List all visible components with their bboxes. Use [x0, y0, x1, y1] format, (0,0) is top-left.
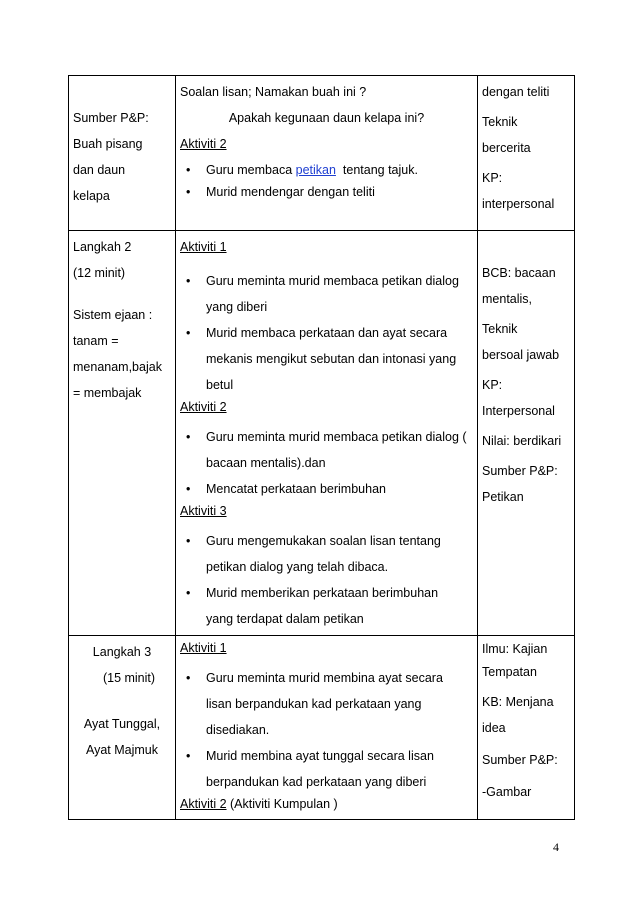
cell-text: Interpersonal: [482, 404, 555, 418]
activity-heading: Aktiviti 3: [180, 504, 227, 518]
cell-text: Petikan: [482, 490, 524, 504]
notes-cell: [478, 636, 575, 820]
activity-cell: [176, 231, 478, 636]
cell-text: mentalis,: [482, 292, 533, 306]
cell-text: tanam =: [73, 334, 119, 348]
activity-heading: Aktiviti 1: [180, 240, 227, 254]
cell-text: Buah pisang: [73, 137, 143, 151]
cell-text: Teknik: [482, 115, 518, 129]
cell-text: Sistem ejaan :: [73, 308, 153, 322]
cell-text: (15 minit): [102, 671, 156, 685]
table-row: [69, 636, 575, 820]
cell-text: Apakah kegunaan daun kelapa ini?: [228, 111, 425, 125]
cell-text: (12 minit): [73, 266, 126, 280]
cell-text: Langkah 2: [73, 240, 132, 254]
list-item: • Murid mendengar dengan teliti: [186, 185, 375, 199]
activity-heading: Aktiviti 1: [180, 641, 227, 655]
activity-cell: [176, 76, 478, 231]
bullet-list: [180, 528, 473, 632]
step-cell: [69, 76, 176, 231]
cell-text: Sumber P&P:: [482, 464, 558, 478]
bullet-list: [180, 424, 473, 502]
cell-text: KP:: [482, 171, 503, 185]
activity-cell: [176, 636, 478, 820]
bullet-list: [180, 157, 473, 201]
activity-heading: Aktiviti 2: [180, 137, 227, 151]
cell-text: menanam,bajak: [73, 360, 162, 374]
cell-text: Ilmu: Kajian: [482, 642, 548, 656]
activity-heading: Aktiviti 2 (Aktiviti Kumpulan ): [180, 797, 338, 811]
list-item: • Murid memberikan perkataan berimbuhan yang terdapat dalam petikan: [186, 586, 439, 626]
cell-text: Sumber P&P:: [73, 111, 149, 125]
cell-text: KB: Menjana: [482, 695, 554, 709]
cell-text: BCB: bacaan: [482, 266, 556, 280]
cell-text: Teknik: [482, 322, 518, 336]
list-item: • Guru meminta murid membina ayat secara lisan berpandukan kad perkataan yang disediakan.: [186, 671, 443, 737]
list-item: • Guru mengemukakan soalan lisan tentang petikan dialog yang telah dibaca.: [186, 534, 441, 574]
table-row: [69, 76, 575, 231]
table-row: [69, 231, 575, 636]
cell-text: Ayat Tunggal,: [83, 717, 161, 731]
lesson-plan-table: [68, 75, 575, 820]
bullet-list: [180, 665, 473, 795]
petikan-link[interactable]: petikan: [295, 163, 336, 177]
list-item: • Guru meminta murid membaca petikan dialog yang diberi: [186, 274, 459, 314]
cell-text: interpersonal: [482, 197, 555, 211]
cell-text: Sumber P&P:: [482, 753, 558, 767]
cell-text: Tempatan: [482, 665, 537, 679]
list-item: • Guru membaca petikan tentang tajuk.: [186, 163, 418, 177]
list-item: • Mencatat perkataan berimbuhan: [186, 482, 386, 496]
cell-text: dengan teliti: [482, 85, 550, 99]
cell-text: Nilai: berdikari: [482, 434, 562, 448]
cell-text: kelapa: [73, 189, 110, 203]
cell-text: bersoal jawab: [482, 348, 560, 362]
activity-heading: Aktiviti 2: [180, 400, 227, 414]
cell-text: KP:: [482, 378, 503, 392]
cell-text: -Gambar: [482, 785, 532, 799]
step-cell: [69, 636, 176, 820]
cell-text: Ayat Majmuk: [85, 743, 158, 757]
step-cell: [69, 231, 176, 636]
bullet-list: [180, 268, 473, 398]
cell-text: bercerita: [482, 141, 531, 155]
cell-text: Soalan lisan; Namakan buah ini ?: [180, 85, 367, 99]
notes-cell: [478, 76, 575, 231]
page-number: 4: [553, 840, 559, 854]
list-item: • Murid membina ayat tunggal secara lisan berpandukan kad perkataan yang diberi: [186, 749, 434, 789]
cell-text: Langkah 3: [92, 645, 152, 659]
list-item: • Guru meminta murid membaca petikan dialog ( bacaan mentalis).dan: [186, 430, 467, 470]
cell-text: = membajak: [73, 386, 142, 400]
list-item: • Murid membaca perkataan dan ayat secara mekanis mengikut sebutan dan intonasi yang betul: [186, 326, 457, 392]
notes-cell: [478, 231, 575, 636]
cell-text: idea: [482, 721, 506, 735]
cell-text: dan daun: [73, 163, 126, 177]
